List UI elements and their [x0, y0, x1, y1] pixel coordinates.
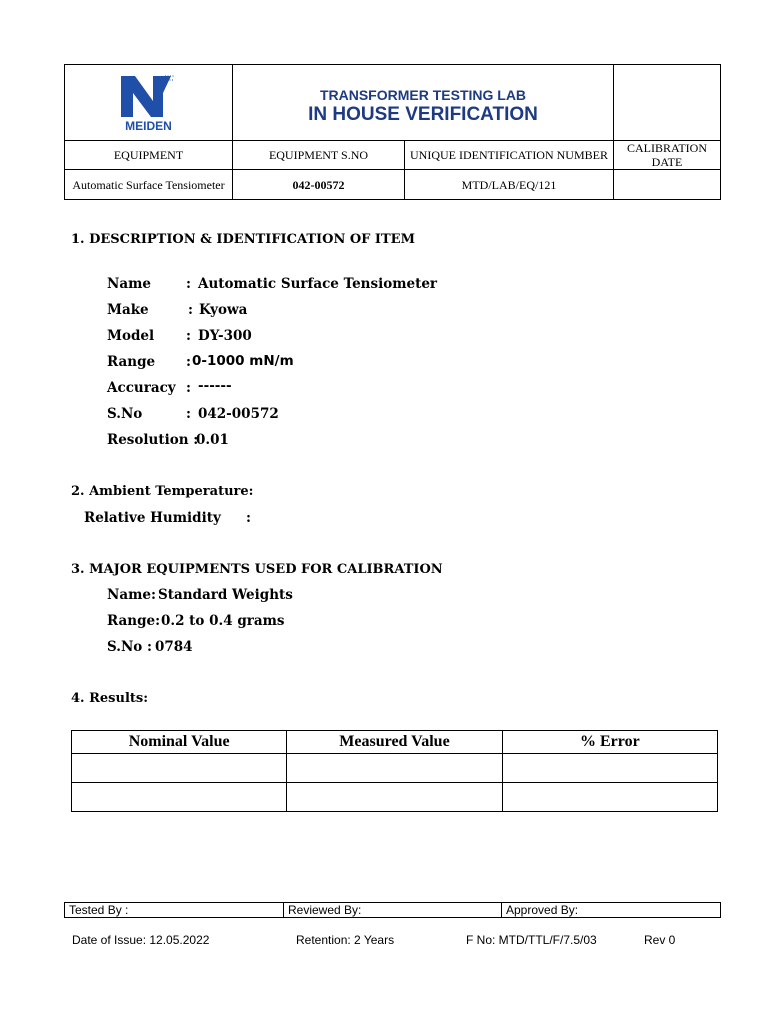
date-of-issue: Date of Issue: 12.05.2022 — [72, 933, 210, 947]
field-model-value: DY-300 — [198, 328, 252, 344]
retention: Retention: 2 Years — [296, 933, 395, 947]
results-cell — [72, 754, 287, 783]
revision: Rev 0 — [644, 933, 676, 947]
reviewed-by-label: Reviewed By: — [284, 903, 502, 918]
field-accuracy-sep: : — [186, 380, 191, 396]
section3-title: 3. MAJOR EQUIPMENTS USED FOR CALIBRATION — [71, 562, 443, 577]
cell-equipment: Automatic Surface Tensiometer — [65, 170, 233, 200]
results-cell — [502, 783, 717, 812]
std-sno-value: 0784 — [155, 639, 193, 655]
section2-title: 2. Ambient Temperature: — [71, 484, 254, 499]
cell-unique-id: MTD/LAB/EQ/121 — [405, 170, 614, 200]
std-range-value: 0.2 to 0.4 grams — [161, 613, 285, 629]
field-accuracy-value: ------ — [198, 378, 232, 394]
std-name-label: Name: — [107, 587, 156, 603]
field-name-label: Name — [107, 276, 151, 292]
field-sno-sep: : — [186, 406, 191, 422]
field-resolution-value: 0.01 — [196, 432, 229, 448]
results-col-nominal: Nominal Value — [72, 731, 287, 754]
results-cell — [287, 754, 502, 783]
tested-by-label: Tested By : — [65, 903, 284, 918]
lab-title: TRANSFORMER TESTING LAB — [319, 87, 527, 103]
col-equipment: EQUIPMENT — [65, 141, 233, 170]
field-range-sep: : — [186, 354, 191, 370]
field-sno-label: S.No — [107, 406, 143, 422]
field-model-label: Model — [107, 328, 155, 344]
field-range-label: Range — [107, 354, 156, 370]
field-model-sep: : — [186, 328, 191, 344]
cell-calibration-date — [614, 170, 721, 200]
section1-title: 1. DESCRIPTION & IDENTIFICATION OF ITEM — [71, 232, 415, 247]
table-row — [72, 754, 718, 783]
field-name-value: Automatic Surface Tensiometer — [198, 276, 438, 292]
std-range-label: Range: — [107, 613, 161, 629]
field-name-sep: : — [186, 276, 191, 292]
results-cell — [502, 754, 717, 783]
meiden-logo — [119, 73, 179, 133]
col-equipment-sno: EQUIPMENT S.NO — [233, 141, 405, 170]
results-cell — [287, 783, 502, 812]
field-accuracy-label: Accuracy — [107, 380, 176, 396]
title-cell — [233, 65, 614, 141]
approved-by-label: Approved By: — [502, 903, 721, 918]
logo-text: MEIDEN — [125, 118, 172, 133]
field-sno-value: 042-00572 — [198, 406, 279, 422]
field-resolution-label: Resolution : — [107, 432, 199, 448]
signature-table — [64, 902, 721, 918]
results-col-error: % Error — [502, 731, 717, 754]
std-name-value: Standard Weights — [158, 587, 293, 603]
field-range-value: 0-1000 mN/m — [192, 353, 294, 369]
field-make-sep: : — [188, 302, 193, 318]
meiden-logo-icon — [119, 73, 179, 119]
humidity-sep: : — [246, 510, 251, 526]
logo-cell — [65, 65, 233, 141]
document-title: IN HOUSE VERIFICATION — [308, 104, 538, 125]
field-make-label: Make — [107, 302, 149, 318]
col-calibration-date: CALIBRATION DATE — [614, 141, 721, 170]
results-table — [71, 730, 718, 812]
header-table — [64, 64, 721, 200]
table-row — [72, 783, 718, 812]
field-make-value: Kyowa — [199, 302, 248, 318]
results-col-measured: Measured Value — [287, 731, 502, 754]
header-blank-cell — [614, 65, 721, 141]
results-cell — [72, 783, 287, 812]
cell-equipment-sno: 042-00572 — [233, 170, 405, 200]
col-unique-id: UNIQUE IDENTIFICATION NUMBER — [405, 141, 614, 170]
humidity-label: Relative Humidity — [84, 510, 221, 526]
form-number: F No: MTD/TTL/F/7.5/03 — [466, 933, 597, 947]
std-sno-label: S.No : — [107, 639, 152, 655]
section4-title: 4. Results: — [71, 691, 149, 706]
